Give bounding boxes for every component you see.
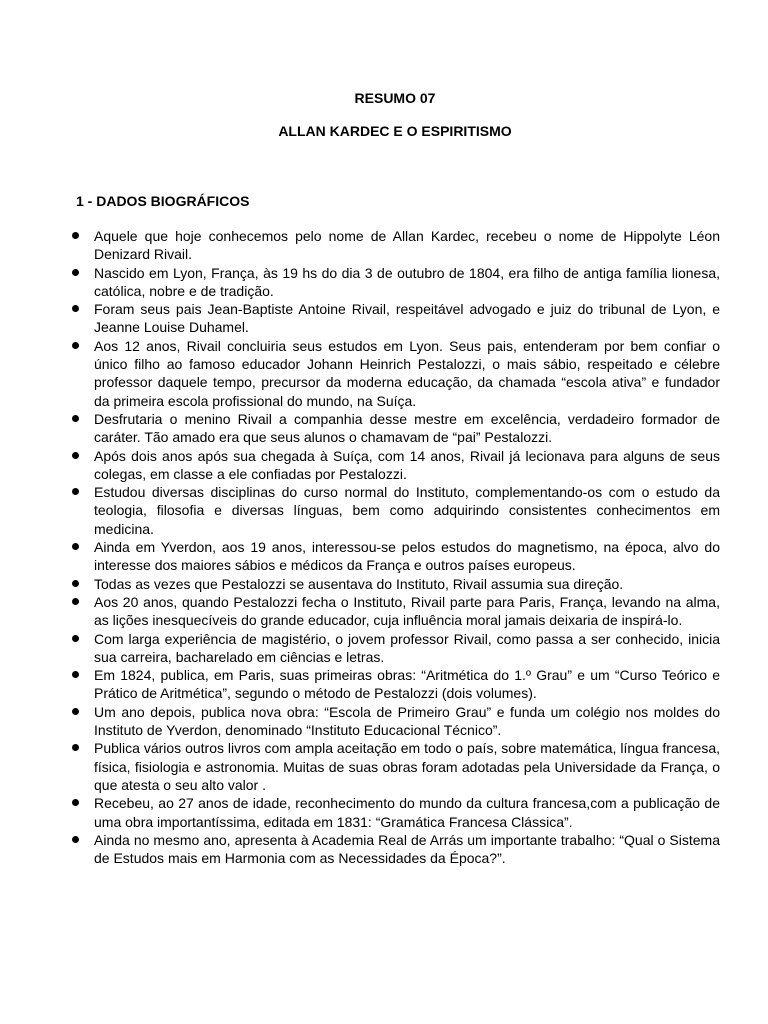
list-item — [0, 593, 768, 630]
bullet-icon — [72, 232, 79, 239]
list-item-text: Em 1824, publica, em Paris, suas primeiras obras: “Aritmética do 1.º Grau” e um “Curso Teórico e Prático de Aritmética”, segundo o método de Pestalozzi (dois volumes). — [94, 667, 720, 702]
list-item — [0, 831, 768, 868]
bullet-icon — [72, 269, 79, 276]
bullet-icon — [72, 598, 79, 605]
list-item-text: Publica vários outros livros com ampla aceitação em todo o país, sobre matemática, língua francesa, física, fisiologia e astronomia. Muitas de suas obras foram adotadas pela Universidade da França, o que atesta o seu alto valor . — [94, 740, 720, 793]
bullet-icon — [72, 452, 79, 459]
list-item-text: Recebeu, ao 27 anos de idade, reconhecimento do mundo da cultura francesa,com a publicação de uma obra importantíssima, editada em 1831: “Gramática Francesa Clássica”. — [94, 795, 720, 830]
document-subtitle: ALLAN KARDEC E O ESPIRITISMO — [278, 123, 512, 139]
list-item-text: Ainda no mesmo ano, apresenta à Academia Real de Arrás um importante trabalho: “Qual o Sistema de Estudos mais em Harmonia com as Necessidades da Época?”. — [94, 831, 720, 867]
list-item — [0, 300, 768, 337]
list-item-text: Após dois anos após sua chegada à Suíça, com 14 anos, Rivail já lecionava para alguns de seus colegas, em classe a ele confiadas por Pestalozzi. — [94, 447, 720, 482]
list-item — [0, 410, 768, 447]
list-item — [0, 630, 768, 667]
list-item — [0, 575, 768, 593]
bullet-icon — [72, 744, 79, 751]
document-title: RESUMO 07 — [354, 90, 436, 106]
list-item — [0, 794, 768, 831]
section-heading: 1 - DADOS BIOGRÁFICOS — [76, 193, 250, 209]
list-item — [0, 264, 768, 301]
bullet-icon — [72, 635, 79, 642]
list-item — [0, 703, 768, 740]
bullet-icon — [72, 488, 79, 495]
list-item-text: Foram seus pais Jean-Baptiste Antoine Rivail, respeitável advogado e juiz do tribunal de Lyon, e Jeanne Louise Duhamel. — [94, 301, 720, 336]
bullet-list — [0, 227, 768, 867]
list-item-text: Um ano depois, publica nova obra: “Escola de Primeiro Grau” e funda um colégio nos moldes do Instituto de Yverdon, denominado “Instituto Educacional Técnico”. — [94, 703, 720, 739]
list-item — [0, 666, 768, 703]
bullet-icon — [72, 836, 79, 843]
list-item-text: Ainda em Yverdon, aos 19 anos, interessou-se pelos estudos do magnetismo, na época, alvo do interesse dos maiores sábios e médicos da França e outros países europeus. — [94, 539, 720, 574]
bullet-icon — [72, 415, 79, 422]
list-item-text: Com larga experiência de magistério, o jovem professor Rivail, como passa a ser conhecido, inicia sua carreira, bacharelado em ciências e letras. — [94, 630, 720, 665]
list-item — [0, 227, 768, 264]
list-item-text: Todas as vezes que Pestalozzi se ausentava do Instituto, Rivail assumia sua direção. — [94, 575, 624, 592]
list-item — [0, 483, 768, 538]
bullet-icon — [72, 708, 79, 715]
bullet-icon — [72, 305, 79, 312]
list-item — [0, 538, 768, 575]
bullet-icon — [72, 799, 79, 806]
list-item — [0, 739, 768, 794]
list-item — [0, 447, 768, 484]
list-item-text: Aos 12 anos, Rivail concluiria seus estudos em Lyon. Seus pais, entenderam por bem confiar o único filho ao famoso educador Johann Heinrich Pestalozzi, o mais sábio, respeitado e célebre professor daquele tempo, precursor da moderna educação, da chamada “escola ativa” e fundador da primeira escola profissional do mundo, na Suíça. — [94, 337, 720, 409]
list-item-text: Aquele que hoje conhecemos pelo nome de Allan Kardec, recebeu o nome de Hippolyte Léon Denizard Rivail. — [94, 228, 720, 263]
list-item-text: Estudou diversas disciplinas do curso normal do Instituto, complementando-os com o estudo da teologia, filosofia e diversas línguas, bem como adquirindo consistentes conhecimentos em medicina. — [94, 484, 720, 537]
bullet-icon — [72, 543, 79, 550]
list-item-text: Aos 20 anos, quando Pestalozzi fecha o Instituto, Rivail parte para Paris, França, levando na alma, as lições inesquecíveis do grande educador, cuja influência moral jamais deixaria de inspirá-lo. — [94, 593, 720, 629]
bullet-icon — [72, 580, 79, 587]
list-item — [0, 337, 768, 410]
list-item-text: Desfrutaria o menino Rivail a companhia desse mestre em excelência, verdadeiro formador de caráter. Tão amado era que seus alunos o chamavam de “pai” Pestalozzi. — [94, 410, 720, 446]
bullet-icon — [72, 671, 79, 678]
list-item-text: Nascido em Lyon, França, às 19 hs do dia 3 de outubro de 1804, era filho de antiga família lionesa, católica, nobre e de tradição. — [94, 264, 720, 299]
bullet-icon — [72, 342, 79, 349]
